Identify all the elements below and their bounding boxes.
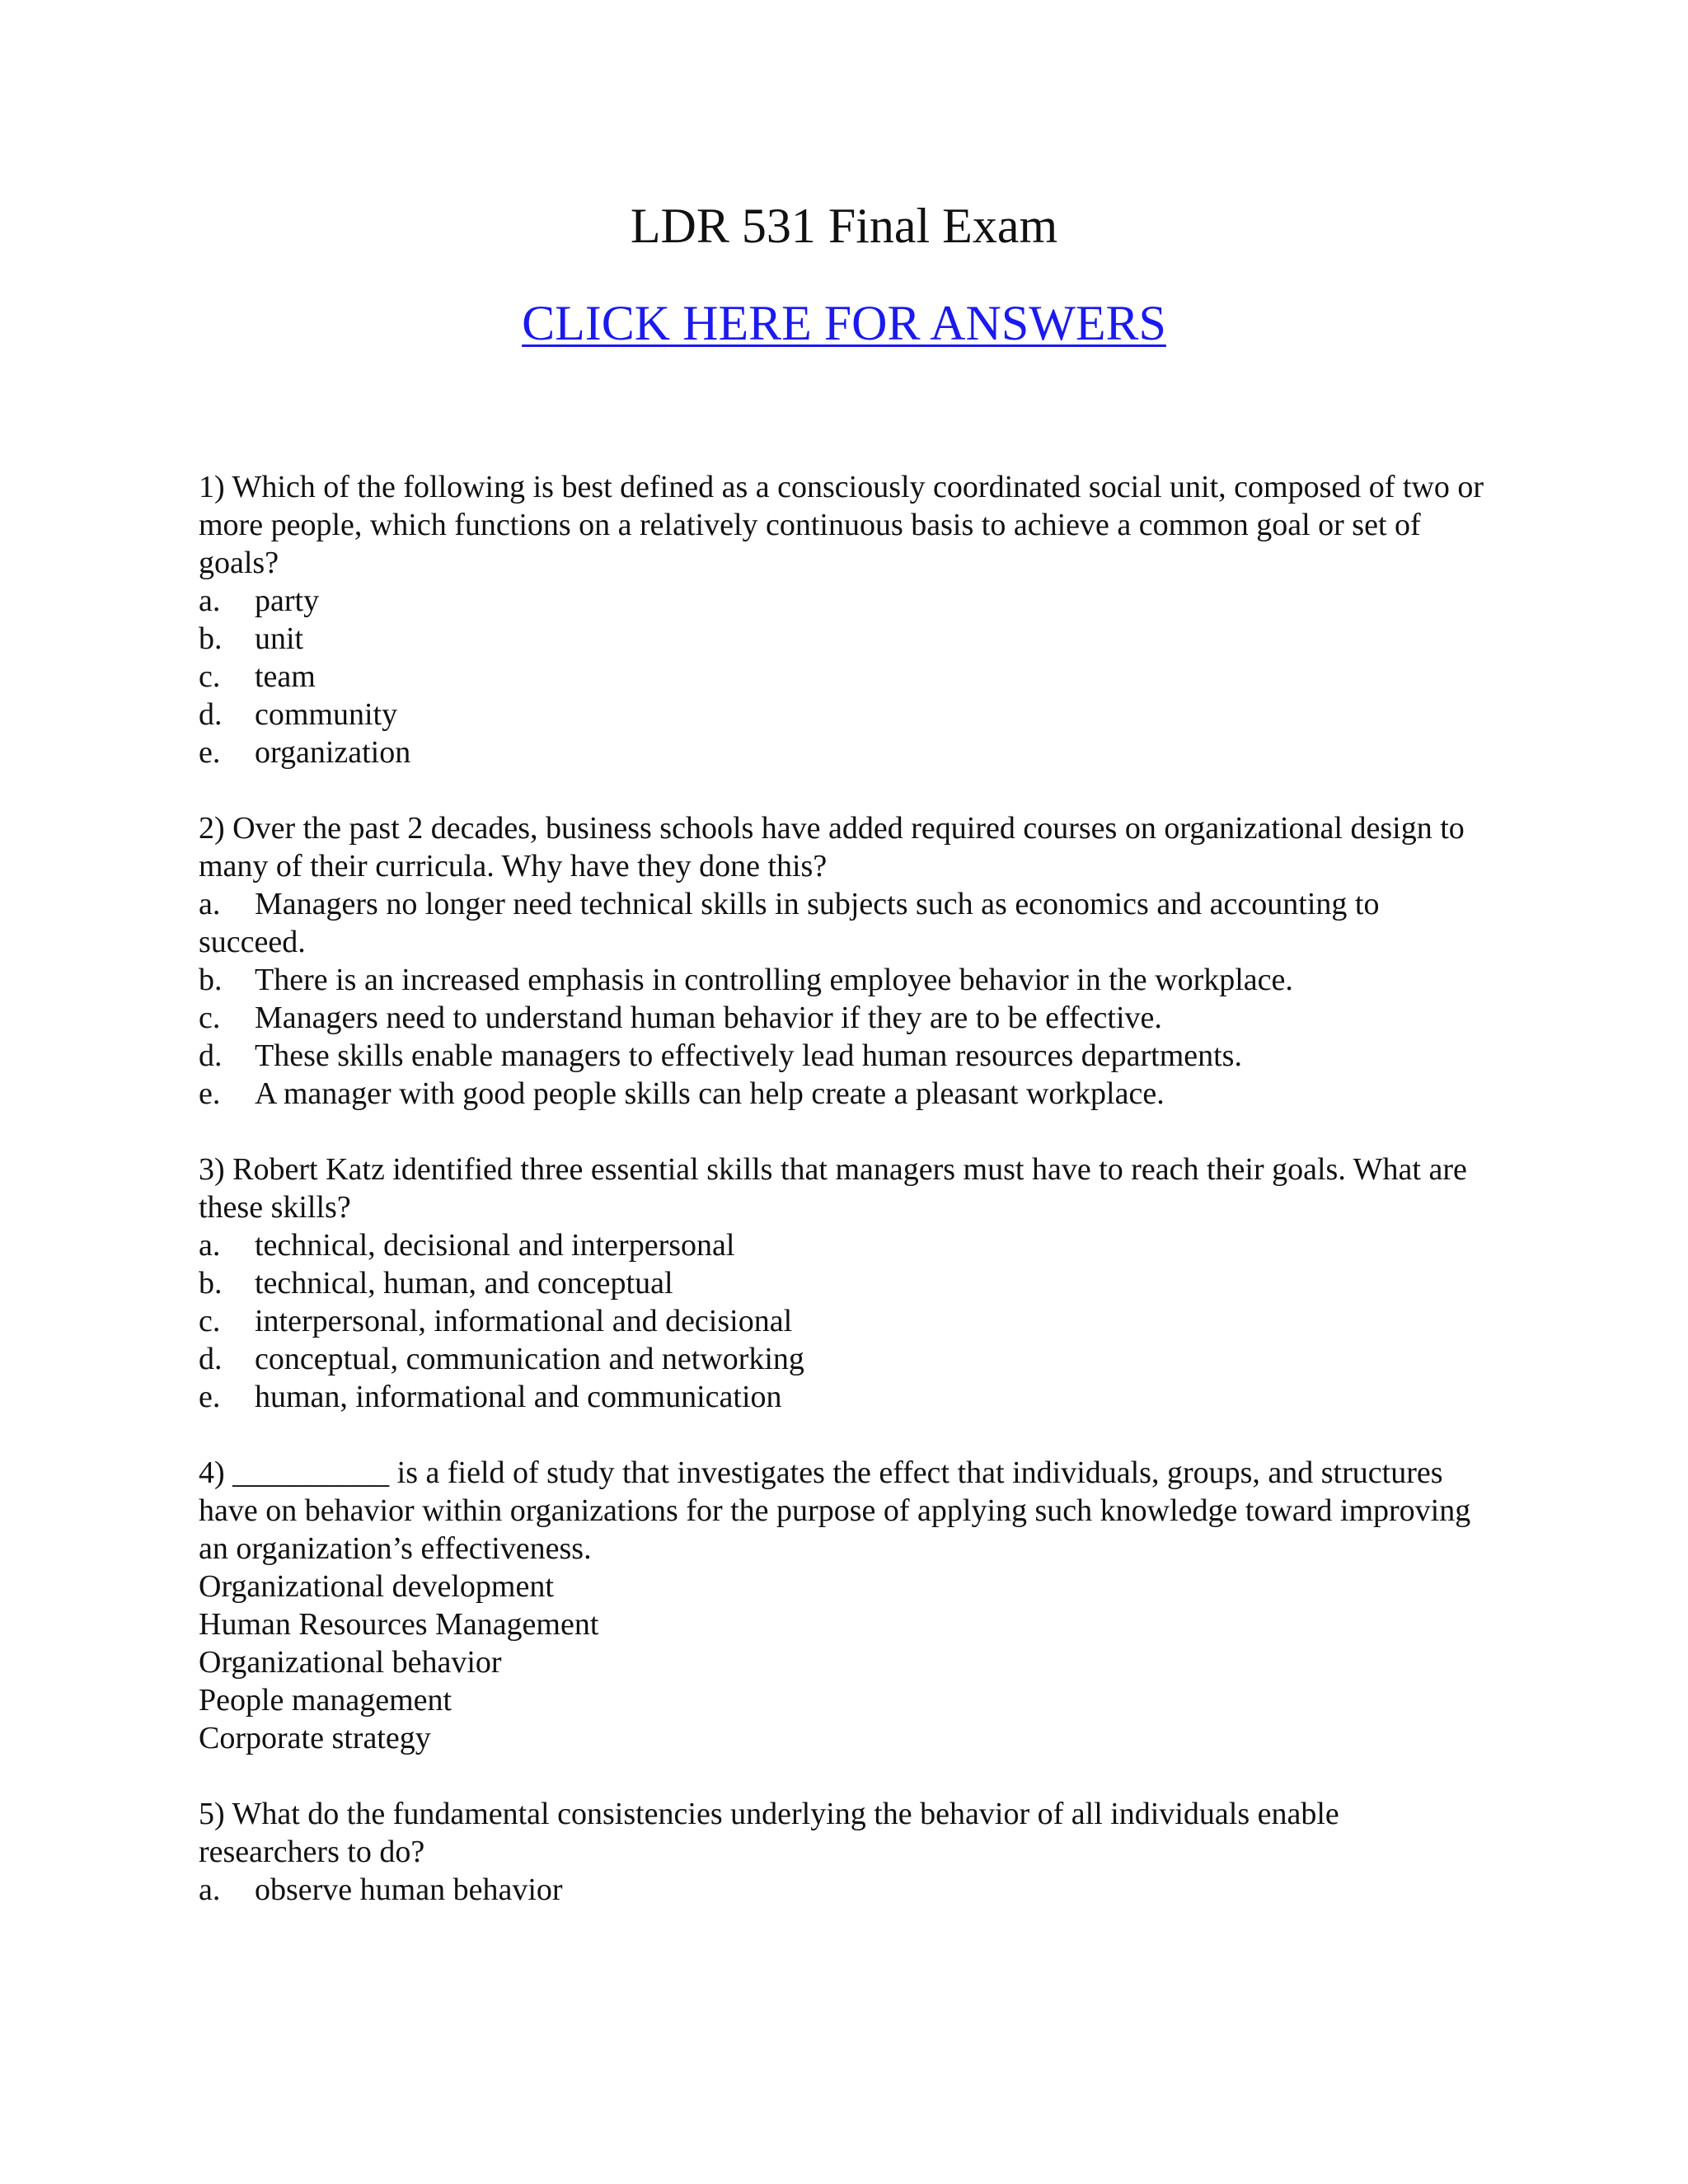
option-letter: c. — [199, 659, 221, 694]
option-list — [199, 1226, 1484, 1416]
option-b — [199, 1264, 1484, 1302]
question-text: 2) Over the past 2 decades, business schools have added required courses on organizational design to many of their curricula. Why have they done this? — [199, 811, 1465, 883]
option-c — [199, 999, 1484, 1037]
option-text: Human Resources Management — [199, 1607, 599, 1642]
option-letter: d. — [199, 1342, 223, 1376]
option-letter: b. — [199, 1266, 223, 1301]
option-a — [199, 582, 1484, 620]
option-text: human, informational and communication — [255, 1380, 782, 1414]
option-text: observe human behavior — [255, 1872, 563, 1907]
option-text: conceptual, communication and networking — [255, 1342, 804, 1376]
option-c — [199, 658, 1484, 696]
option-letter: a. — [199, 1228, 221, 1263]
option-text: Managers no longer need technical skills in subjects such as economics and accounting to succeed. — [199, 887, 1380, 959]
question-text: 4) __________ is a field of study that investigates the effect that individuals, groups, and structures have on behavior within organizations for the purpose of applying such knowledge toward improving an organization’s effectiveness. — [199, 1455, 1471, 1566]
option-letter: c. — [199, 1304, 221, 1338]
option-letter: a. — [199, 887, 221, 921]
option-letter: e. — [199, 1076, 221, 1111]
option-letter: a. — [199, 583, 221, 618]
question-text: 1) Which of the following is best defined as a consciously coordinated social unit, composed of two or more people, which functions on a relatively continuous basis to achieve a common goal or set of goals? — [199, 470, 1484, 580]
option-e — [199, 1075, 1484, 1113]
option-list — [199, 582, 1484, 771]
option-list — [199, 885, 1484, 1113]
option-text: unit — [255, 621, 304, 656]
question-text: 3) Robert Katz identified three essential skills that managers must have to reach their goals. What are these skills? — [199, 1152, 1467, 1225]
option-letter: d. — [199, 1038, 223, 1073]
option-letter: d. — [199, 697, 223, 732]
option-letter: c. — [199, 1001, 221, 1035]
option-list — [199, 1568, 1484, 1757]
option-text: These skills enable managers to effectively lead human resources departments. — [255, 1038, 1242, 1073]
option-letter: b. — [199, 621, 223, 656]
option-text: People management — [199, 1683, 452, 1718]
question-4 — [199, 1454, 1484, 1757]
option-letter: e. — [199, 735, 221, 770]
question-5 — [199, 1795, 1484, 1909]
option-b — [199, 961, 1484, 999]
option-letter: e. — [199, 1380, 221, 1414]
option-text: organization — [255, 735, 411, 770]
option-text: technical, decisional and interpersonal — [255, 1228, 735, 1263]
question-3 — [199, 1151, 1484, 1416]
option-text: Organizational behavior — [199, 1645, 502, 1680]
question-2 — [199, 809, 1484, 1113]
option-c — [199, 1302, 1484, 1340]
option-text: technical, human, and conceptual — [255, 1266, 673, 1301]
option-text: There is an increased emphasis in controlling employee behavior in the workplace. — [255, 963, 1293, 997]
option-b — [199, 620, 1484, 658]
option-text: interpersonal, informational and decisional — [255, 1304, 793, 1338]
option-list — [199, 1871, 1484, 1909]
question-text: 5) What do the fundamental consistencies underlying the behavior of all individuals enable researchers to do? — [199, 1797, 1339, 1869]
option-d — [199, 1037, 1484, 1075]
option-e — [199, 1378, 1484, 1416]
answers-link-container — [0, 293, 1688, 353]
questions-list — [199, 468, 1484, 1947]
option-text: party — [255, 583, 320, 618]
answers-link[interactable]: CLICK HERE FOR ANSWERS — [522, 296, 1166, 350]
option-d — [199, 696, 1484, 733]
option-text: Organizational development — [199, 1569, 554, 1604]
option-d — [199, 1340, 1484, 1378]
option-a — [199, 1226, 1484, 1264]
option-e — [199, 733, 1484, 771]
option-text: team — [255, 659, 316, 694]
option-text: Corporate strategy — [199, 1721, 431, 1755]
option-letter: b. — [199, 963, 223, 997]
question-1 — [199, 468, 1484, 771]
option-text: community — [255, 697, 398, 732]
document-title: LDR 531 Final Exam — [630, 199, 1058, 253]
option-letter: a. — [199, 1872, 221, 1907]
option-a — [199, 885, 1484, 961]
option-text: A manager with good people skills can help create a pleasant workplace. — [255, 1076, 1165, 1111]
option-text: Managers need to understand human behavior if they are to be effective. — [255, 1001, 1162, 1035]
option-a — [199, 1871, 1484, 1909]
